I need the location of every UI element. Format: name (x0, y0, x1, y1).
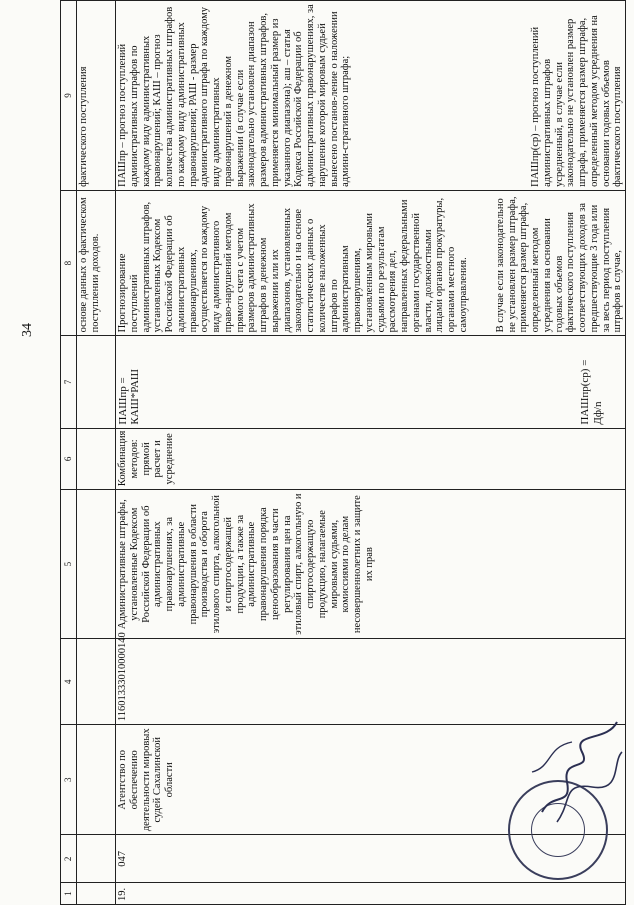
algorithm-cell (116, 190, 626, 336)
method-cell: Комбинация методов: прямой расчет и усреднение (116, 428, 626, 489)
income-type-cell: Административные штрафы, установленные Кодексом Российской Федерации об административных правонарушениях, за административные правонарушения в области производства и оборота этилового спирта, алкогольной и спиртосодержащей продукции, а также за административные правонарушения порядка ценообразования в части регулирования цен на этиловый спирт, алкогольную и спиртосодержащую продукцию, налагаемые мировыми судьями, комиссиями по делам несовершеннолетних и защите их прав (116, 490, 626, 639)
admin-code-cell: 047 (116, 835, 626, 883)
formula-cell (116, 336, 626, 428)
prev-row-algorithm-cell: основе данных о фактическом поступлении доходов. (77, 190, 116, 336)
column-number: 2 (61, 835, 77, 883)
column-number: 9 (61, 1, 77, 191)
copy-certified-signature (522, 712, 632, 832)
legend-average-text: ПАШпр(ср) – прогноз поступлений административных штрафов усредненный, в случае если законодательно не установлен размер штрафа, применяется размер штрафа, определенный методом усреднения на основании годовых объемов фактического поступления (530, 15, 624, 187)
table-row-continuation (77, 1, 116, 905)
column-number-row (61, 1, 77, 905)
column-number: 7 (61, 336, 77, 428)
column-number: 4 (61, 639, 77, 725)
column-number: 1 (61, 883, 77, 905)
column-number: 5 (61, 490, 77, 639)
legend-cell (116, 1, 626, 191)
column-number: 3 (61, 725, 77, 835)
prev-row-legend-cell: фактического поступления (77, 1, 116, 191)
formula-direct: ПАШпр = КАШ*РАШ (117, 368, 142, 425)
algorithm-average-text: В случае если законодательно не установлен размер штрафа, применяется размер штрафа, определенный методом усреднения на основании годовых объемов фактического поступления соответствующих доходов за предшествующие 3 года или за весь период поступления штрафов в случае, (494, 196, 624, 333)
page-number: 34 (20, 323, 35, 337)
algorithm-direct-text: Прогнозирование поступлений административных штрафов, установленных Кодексом Российской Федерации об административных правонарушениях, осуществляется по каждому виду административного право-нарушений методом прямого счета с учетом размеров административных штрафов в денежном выражении или их диапазонов, установленных законодательно и на основе статистических данных о количестве наложенных штрафов по административным правонарушениям, установленным мировыми судьями по результатам рассмотрения дел, направленных федеральными органами государственной власти, должностными лицами органов прокуратуры, органами местного самоуправления. (117, 197, 469, 333)
row-number-cell: 19. (116, 883, 626, 905)
agency-name-cell: Агентство по обеспечению деятельности мировых судей Сахалинской области (116, 725, 626, 835)
column-number: 6 (61, 428, 77, 489)
column-number: 8 (61, 190, 77, 336)
kbk-code-cell: 11601333010000140 (116, 639, 626, 725)
legend-direct-text: ПАШпр – прогноз поступлений административных штрафов по каждому виду административных правонарушений; КАШ – прогноз количества административных штрафов по каждому виду административных правонарушений; РАШ - размер административного штрафа по каждому виду административных правонарушений в денежном выражении (в случае если законодательно установлен диапазон размеров административных штрафов, применяется минимальный размер из указанного диапазона); аш – статья Кодекса Российской Федерации об административных правонарушениях, за нарушение которой мировым судьей вынесено постанов-ление о наложении админи-стративного штрафа; (117, 4, 352, 187)
formula-average: ПАШпр(ср) = Дф/n (579, 359, 604, 425)
